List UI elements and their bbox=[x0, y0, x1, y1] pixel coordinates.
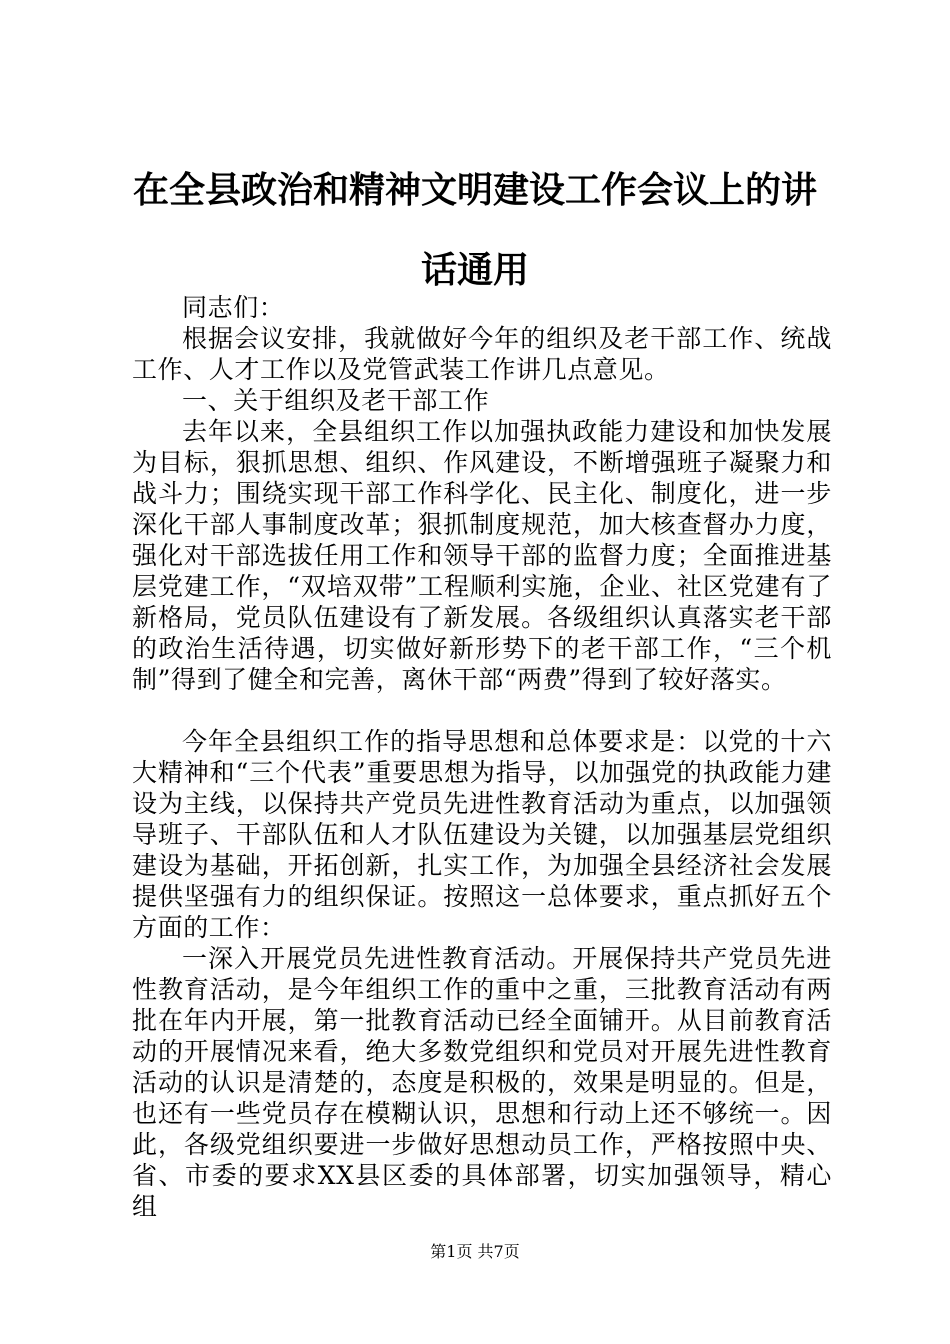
document-body bbox=[132, 292, 832, 1222]
body-paragraph: 一深入开展党员先进性教育活动。开展保持共产党员先进性教育活动，是今年组织工作的重中之重，三批教育活动有两批在年内开展，第一批教育活动已经全面铺开。从目前教育活动的开展情况来看，绝大多数党组织和党员对开展先进性教育活动的认识是清楚的，态度是积极的，效果是明显的。但是，也还有一些党员存在模糊认识，思想和行动上还不够统一。因此，各级党组织要进一步做好思想动员工作，严格按照中央、省、市委的要求XX县区委的具体部署，切实加强领导，精心组 bbox=[132, 944, 832, 1221]
salutation-paragraph: 同志们： bbox=[182, 293, 285, 322]
section-heading: 一、关于组织及老干部工作 bbox=[182, 386, 490, 415]
body-paragraph: 今年全县组织工作的指导思想和总体要求是：以党的十六大精神和“三个代表”重要思想为指导，以加强党的执政能力建设为主线，以保持共产党员先进性教育活动为重点，以加强领导班子、干部队伍和人才队伍建设为关键，以加强基层党组织建设为基础，开拓创新，扎实工作，为加强全县经济社会发展提供坚强有力的组织保证。按照这一总体要求，重点抓好五个方面的工作： bbox=[132, 727, 832, 942]
intro-paragraph: 根据会议安排，我就做好今年的组织及老干部工作、统战工作、人才工作以及党管武装工作讲几点意见。 bbox=[132, 324, 832, 384]
document-title: 在全县政治和精神文明建设工作会议上的讲话通用 bbox=[132, 169, 817, 291]
body-paragraph: 去年以来，全县组织工作以加强执政能力建设和加快发展为目标，狠抓思想、组织、作风建设，不断增强班子凝聚力和战斗力；围绕实现干部工作科学化、民主化、制度化，进一步深化干部人事制度改革；狠抓制度规范，加大核查督办力度，强化对干部选拔任用工作和领导干部的监督力度；全面推进基层党建工作，“双培双带”工程顺利实施，企业、社区党建有了新格局，党员队伍建设有了新发展。各级组织认真落实老干部的政治生活待遇，切实做好新形势下的老干部工作，“三个机制”得到了健全和完善，离休干部“两费”得到了较好落实。 bbox=[132, 417, 832, 694]
page-number-footer: 第1页 共7页 bbox=[430, 1242, 520, 1261]
